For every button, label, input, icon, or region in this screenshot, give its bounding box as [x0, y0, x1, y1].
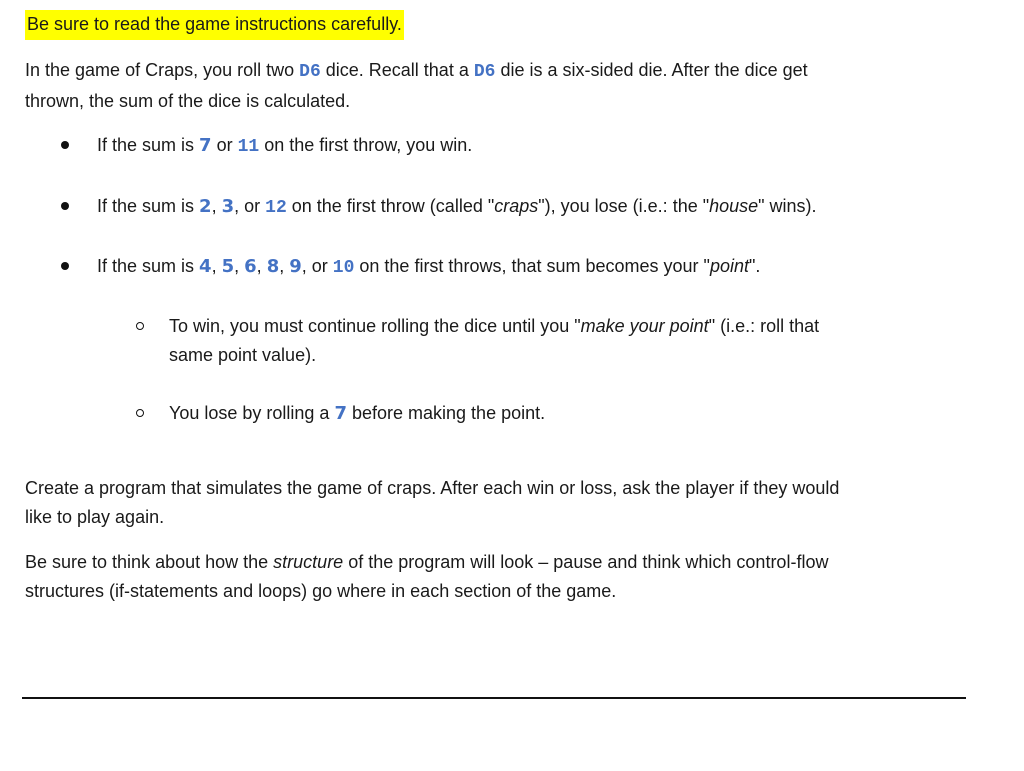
- sum-value: 10: [332, 258, 355, 278]
- rule-text: If the sum is 4, 5, 6, 8, 9, or 10 on the first throws, that sum becomes your "point".: [97, 256, 761, 278]
- structure-text: structures (if-statements and loops) go where in each section of the game.: [25, 581, 617, 601]
- sum-value: 6: [244, 256, 257, 277]
- intro-text: dice. Recall that a: [320, 60, 474, 80]
- highlighted-note: [25, 10, 404, 40]
- sum-value: 5: [221, 256, 235, 277]
- structure-text: Be sure to think about how the: [25, 552, 274, 572]
- sum-value: 7: [199, 135, 212, 156]
- bullet-icon: [61, 141, 69, 149]
- dice-code: D6: [473, 62, 496, 82]
- rule-text: If the sum is 7 or 11 on the first throw, you win.: [97, 135, 473, 157]
- sub-bullet-icon: [136, 409, 144, 417]
- task-text: like to play again.: [25, 507, 165, 527]
- sum-value: 7: [334, 403, 347, 424]
- task-paragraph: [25, 474, 955, 532]
- sum-value: 8: [266, 256, 280, 277]
- structure-emphasis: structure: [273, 552, 344, 572]
- sub-bullet-icon: [136, 322, 144, 330]
- sum-value: 9: [289, 256, 302, 277]
- dice-code: D6: [299, 62, 321, 82]
- task-text: Create a program that simulates the game of craps. After each win or loss, ask the player if they would: [25, 478, 840, 498]
- highlighted-note-text: Be sure to read the game instructions carefully.: [27, 14, 402, 34]
- intro-text: In the game of Craps, you roll two: [25, 60, 300, 80]
- sum-value: 11: [237, 137, 260, 157]
- sub-rule-text: To win, you must continue rolling the dice until you "make your point" (i.e.: roll that same point value).: [169, 316, 820, 365]
- sum-value: 4: [199, 256, 212, 277]
- bullet-icon: [61, 202, 69, 210]
- intro-text: thrown, the sum of the dice is calculated.: [25, 91, 351, 111]
- intro-paragraph: [25, 56, 955, 116]
- horizontal-divider: [22, 697, 966, 699]
- sum-value: 2: [199, 196, 212, 217]
- intro-text: die is a six-sided die. After the dice get: [495, 60, 808, 80]
- rule-text: If the sum is 2, 3, or 12 on the first throw (called "craps"), you lose (i.e.: the "house" wins).: [97, 196, 817, 218]
- structure-paragraph: [25, 548, 955, 606]
- structure-text: of the program will look – pause and think which control-flow: [343, 552, 829, 572]
- sub-rule-text: You lose by rolling a 7 before making the point.: [169, 403, 546, 424]
- sum-value: 12: [265, 198, 287, 218]
- sum-value: 3: [221, 196, 235, 217]
- bullet-icon: [61, 262, 69, 270]
